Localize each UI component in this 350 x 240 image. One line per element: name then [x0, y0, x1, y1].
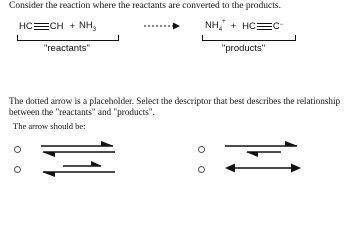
reactants-label: "reactants" — [44, 43, 90, 54]
question-text: Consider the reaction where the reactants are converted to the products. — [9, 1, 281, 11]
resonance-double-headed-arrow-icon[interactable] — [225, 162, 301, 174]
ammonium-charge: + — [222, 18, 226, 25]
reactants-formula — [19, 20, 96, 33]
acetylene-right: CH — [49, 20, 64, 32]
triple-bond-icon — [34, 23, 49, 30]
description-text: The dotted arrow is a placeholder. Select the descriptor that best describes the relationship between the "reactants" and "products". — [9, 96, 341, 117]
products-plus: + — [230, 20, 237, 32]
option-3-radio[interactable] — [198, 146, 205, 153]
ammonium — [205, 20, 226, 33]
equilibrium-favoring-reactants-arrows-icon[interactable] — [41, 161, 115, 177]
triple-bond-icon — [257, 23, 272, 30]
reactants-bracket — [17, 35, 119, 41]
products-label: "products" — [222, 43, 266, 54]
acetylide-right: C — [272, 20, 280, 32]
ammonium-symbol: NH — [205, 20, 219, 31]
ammonium-subscript: 4 — [218, 26, 223, 33]
arrow-prompt: The arrow should be: — [13, 121, 86, 131]
option-1-radio[interactable] — [14, 146, 21, 153]
acetylene-left: HC — [19, 20, 33, 32]
option-2-radio[interactable] — [14, 166, 21, 173]
equilibrium-arrows-icon[interactable] — [41, 141, 115, 157]
option-4-radio[interactable] — [198, 166, 205, 173]
placeholder-arrow-icon — [144, 22, 180, 30]
products-bracket — [202, 35, 296, 41]
products-formula: $NH_4^+$ + HC C − — [205, 18, 284, 33]
ammonia-subscript: 3 — [92, 26, 97, 33]
ammonia-symbol: NH — [79, 20, 93, 31]
equilibrium-favoring-reactants-short-forward-icon[interactable] — [225, 141, 299, 157]
acetylide-left: HC — [242, 20, 256, 32]
reactants-plus: + — [69, 20, 76, 32]
ammonia — [79, 20, 96, 33]
